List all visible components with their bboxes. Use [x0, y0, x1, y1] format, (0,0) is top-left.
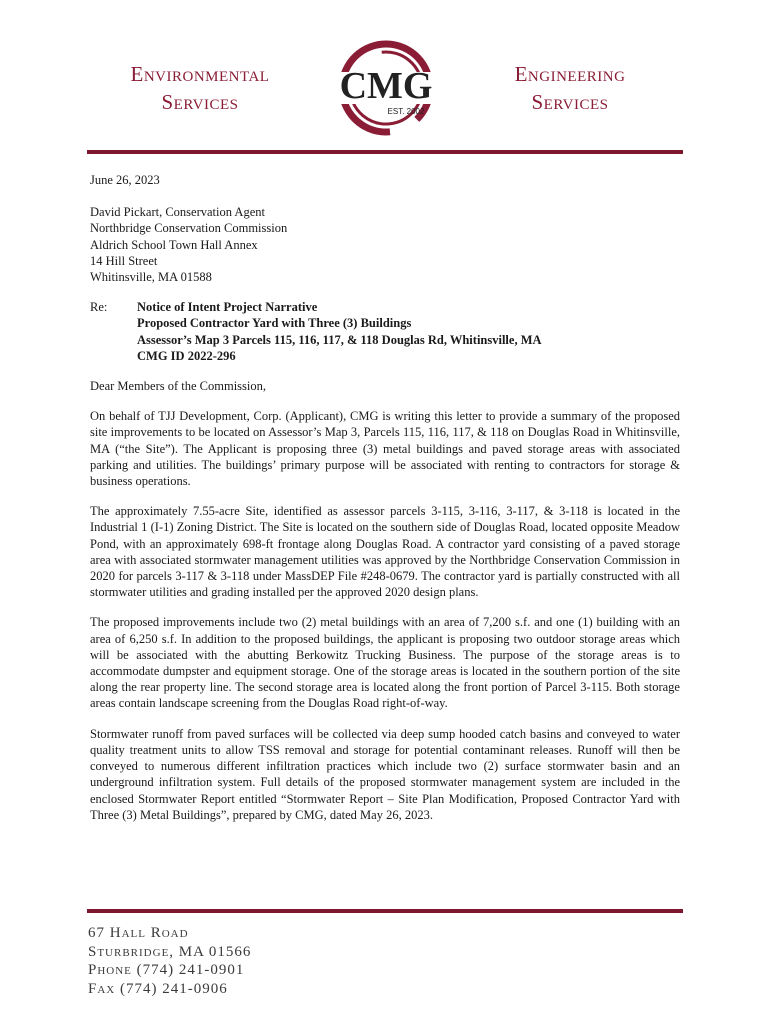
subject-line: CMG ID 2022-296: [137, 348, 236, 363]
header-engineering-services: [470, 60, 670, 116]
header-right-line1: Engineering: [514, 62, 626, 86]
header-left-line2: Services: [161, 90, 239, 114]
header-right-line2: Services: [531, 90, 609, 114]
salutation: Dear Members of the Commission,: [90, 379, 267, 394]
subject-block: [90, 299, 680, 364]
logo-established: EST. 2002: [387, 107, 425, 116]
footer-fax: Fax (774) 241-0906: [88, 980, 228, 997]
subject-label: Re:: [90, 300, 108, 315]
paragraph-improvements: The proposed improvements include two (2) metal buildings with an area of 7,200 s.f. and one (1) building with an area of 6,250 s.f. In addition to the proposed buildings, the applicant is proposing two outdoor storage areas which will be associated with the abutting Berkowitz Trucking Business. The purpose of the storage areas is to accommodate dumpster and equipment storage. One of the storage areas is located in the southern portion of the site along the rear property line. The second storage area is located along the front portion of Parcel 3-115. Both storage areas contain landscape screening from the Douglas Road right-of-way.: [90, 615, 680, 711]
recipient-line: Aldrich School Town Hall Annex: [90, 237, 258, 252]
footer-address-line2: Sturbridge, MA 01566: [88, 943, 252, 960]
paragraph-stormwater: Stormwater runoff from paved surfaces will be collected via deep sump hooded catch basins and conveyed to water quality treatment units to allow TSS removal and storage for potential contaminant releases. Runoff will then be conveyed to numerous different infiltration practices which include two (2) surface stormwater basin and an underground infiltration system. Full details of the proposed stormwater management system are included in the enclosed Stormwater Report entitled “Stormwater Report – Site Plan Modification, Proposed Contractor Yard with Three (3) Metal Buildings”, prepared by CMG, dated May 26, 2023.: [90, 726, 680, 822]
logo-wordmark: CMG: [339, 65, 433, 107]
recipient-line: Whitinsville, MA 01588: [90, 270, 212, 285]
subject-line: Assessor’s Map 3 Parcels 115, 116, 117, & 118 Douglas Rd, Whitinsville, MA: [137, 332, 542, 347]
footer-address-line1: 67 Hall Road: [88, 925, 189, 941]
recipient-line: 14 Hill Street: [90, 253, 158, 268]
paragraph-site: The approximately 7.55-acre Site, identified as assessor parcels 3-115, 3-116, 3-117, & 3-118 is located in the Industrial 1 (I-1) Zoning District. The Site is located on the southern side of Douglas Road, located opposite Meadow Pond, with an approximately 698-ft frontage along Douglas Road. A contractor yard consisting of a paved storage area with associated stormwater management utilities was approved by the Northbridge Conservation Commission in 2020 for parcels 3-117 & 3-118 under MassDEP File #248-0679. The contractor yard is partially constructed with all stormwater utilities and grading installed per the approved 2020 design plans.: [90, 504, 680, 600]
subject-line: Proposed Contractor Yard with Three (3) Buildings: [137, 316, 412, 331]
header-environmental-services: [100, 60, 300, 116]
header-divider: [87, 150, 683, 154]
subject-lines: [137, 299, 542, 364]
paragraph-summary: On behalf of TJJ Development, Corp. (Applicant), CMG is writing this letter to provide a summary of the proposed site improvements to be located on Assessor’s Map 3, Parcels 115, 116, 117, & 118 on Douglas Road in Whitinsville, MA (“the Site”). The Applicant is proposing three (3) metal buildings and paved storage areas with associated parking and utilities. The buildings’ primary purpose will be associated with renting to contractors for storage & business operations.: [90, 409, 680, 489]
footer-divider: [87, 909, 683, 913]
letter-body: [90, 172, 680, 823]
header-left-line1: Environmental: [130, 62, 270, 86]
recipient-line: David Pickart, Conservation Agent: [90, 205, 265, 220]
recipient-line: Northbridge Conservation Commission: [90, 221, 288, 236]
footer-contact: [88, 924, 251, 998]
recipient-address: [90, 204, 680, 285]
cmg-logo: [322, 38, 450, 136]
subject-line: Notice of Intent Project Narrative: [137, 300, 318, 315]
letter-date: June 26, 2023: [90, 173, 160, 187]
footer-phone: Phone (774) 241-0901: [88, 962, 245, 978]
